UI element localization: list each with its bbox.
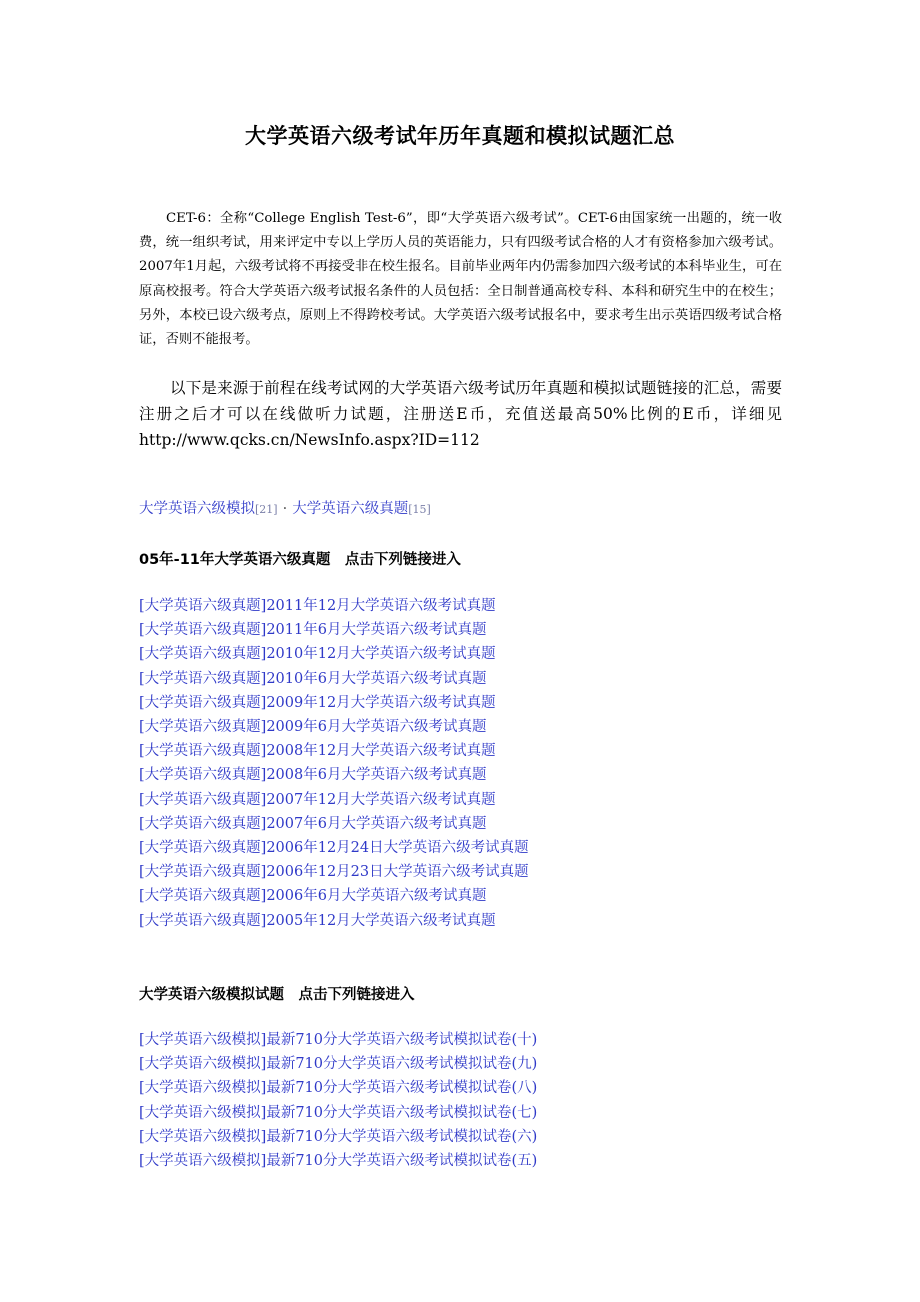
exam-link[interactable]: [大学英语六级真题]2011年6月大学英语六级考试真题: [139, 622, 487, 639]
list-item: [139, 618, 529, 642]
category-mock-count: [21]: [255, 503, 278, 516]
exam-link[interactable]: [大学英语六级真题]2007年12月大学英语六级考试真题: [139, 791, 496, 808]
list-item: [139, 715, 529, 739]
real-exams-heading: 05年-11年大学英语六级真题 点击下列链接进入: [139, 552, 461, 568]
list-item: [139, 642, 529, 666]
list-item: [139, 691, 529, 715]
exam-link[interactable]: [大学英语六级真题]2009年6月大学英语六级考试真题: [139, 719, 487, 736]
real-exams-list: [139, 594, 529, 933]
list-item: [139, 1076, 537, 1100]
list-item: [139, 763, 529, 787]
exam-link[interactable]: [大学英语六级真题]2006年6月大学英语六级考试真题: [139, 888, 487, 905]
category-real-link[interactable]: 大学英语六级真题: [292, 501, 409, 517]
list-item: [139, 812, 529, 836]
category-mock-link[interactable]: 大学英语六级模拟: [139, 501, 255, 517]
exam-link[interactable]: [大学英语六级模拟]最新710分大学英语六级考试模拟试卷(七): [139, 1104, 538, 1121]
list-item: [139, 788, 529, 812]
list-item: [139, 836, 529, 860]
list-item: [139, 667, 529, 691]
exam-link[interactable]: [大学英语六级真题]2007年6月大学英语六级考试真题: [139, 815, 487, 832]
list-item: [139, 1149, 537, 1173]
category-real-count: [15]: [408, 503, 431, 516]
exam-link[interactable]: [大学英语六级真题]2011年12月大学英语六级考试真题: [139, 598, 496, 614]
exam-link[interactable]: [大学英语六级模拟]最新710分大学英语六级考试模拟试卷(六): [139, 1128, 538, 1145]
source-paragraph: 以下是来源于前程在线考试网的大学英语六级考试历年真题和模拟试题链接的汇总，需要注册之后才可以在线做听力试题，注册送E币，充值送最高50%比例的E币，详细见http://www.qcks.cn/NewsInfo.aspx?ID=112: [139, 379, 782, 449]
exam-link[interactable]: [大学英语六级模拟]最新710分大学英语六级考试模拟试卷(八): [139, 1080, 538, 1097]
exam-link[interactable]: [大学英语六级真题]2008年6月大学英语六级考试真题: [139, 767, 487, 784]
intro-paragraph: CET-6：全称“College English Test-6”，即“大学英语六级考试”。CET-6由国家统一出题的，统一收费，统一组织考试，用来评定中专以上学历人员的英语能力，只有四级考试合格的人才有资格参加六级考试。2007年1月起，六级考试将不再接受非在校生报名。目前毕业两年内仍需参加四六级考试的本科毕业生，可在原高校报考。符合大学英语六级考试报名条件的人员包括：全日制普通高校专科、本科和研究生中的在校生；另外，本校已设六级考点，原则上不得跨校考试。大学英语六级考试报名中，要求考生出示英语四级考试合格证，否则不能报考。: [139, 211, 782, 348]
mock-exams-list: [139, 1028, 537, 1173]
list-item: [139, 1028, 537, 1052]
list-item: [139, 1101, 537, 1125]
list-item: [139, 909, 529, 933]
exam-link[interactable]: [大学英语六级真题]2006年12月24日大学英语六级考试真题: [139, 840, 529, 857]
list-item: [139, 739, 529, 763]
exam-link[interactable]: [大学英语六级真题]2008年12月大学英语六级考试真题: [139, 743, 496, 760]
list-item: [139, 1052, 537, 1076]
exam-link[interactable]: [大学英语六级真题]2005年12月大学英语六级考试真题: [139, 912, 496, 929]
list-item: [139, 594, 529, 618]
exam-link[interactable]: [大学英语六级模拟]最新710分大学英语六级考试模拟试卷(五): [139, 1153, 538, 1170]
list-item: [139, 1125, 537, 1149]
mock-exams-heading: 大学英语六级模拟试题 点击下列链接进入: [139, 987, 415, 1003]
list-item: [139, 884, 529, 908]
exam-link[interactable]: [大学英语六级真题]2010年12月大学英语六级考试真题: [139, 646, 496, 663]
exam-link[interactable]: [大学英语六级模拟]最新710分大学英语六级考试模拟试卷(十): [139, 1032, 538, 1048]
exam-link[interactable]: [大学英语六级真题]2010年6月大学英语六级考试真题: [139, 670, 487, 687]
category-links: [139, 498, 431, 521]
list-item: [139, 860, 529, 884]
exam-link[interactable]: [大学英语六级真题]2009年12月大学英语六级考试真题: [139, 694, 496, 711]
exam-link[interactable]: [大学英语六级模拟]最新710分大学英语六级考试模拟试卷(九): [139, 1056, 538, 1073]
page-title: 大学英语六级考试年历年真题和模拟试题汇总: [245, 123, 675, 148]
exam-link[interactable]: [大学英语六级真题]2006年12月23日大学英语六级考试真题: [139, 864, 529, 881]
category-separator: ·: [282, 501, 288, 517]
